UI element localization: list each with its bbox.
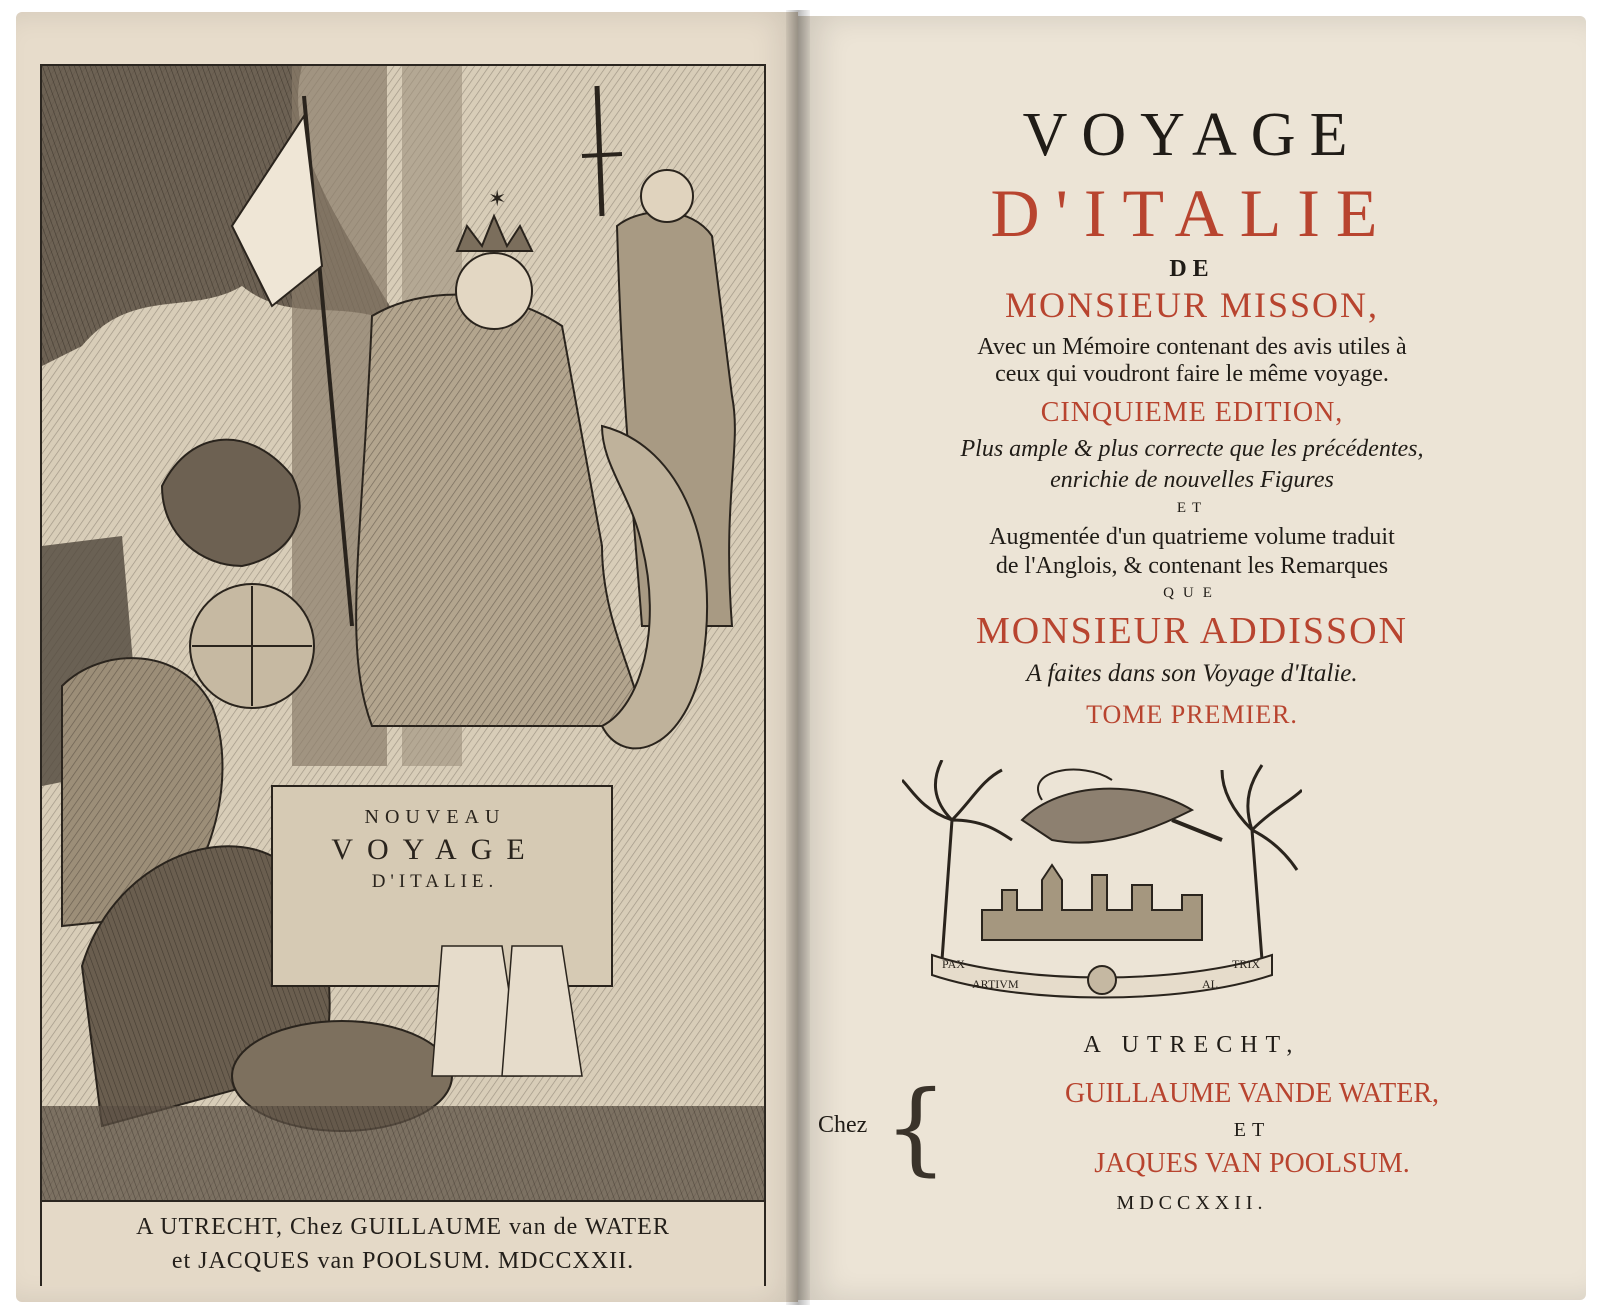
banner-line-2: VOYAGE: [331, 833, 539, 866]
city-skyline: [982, 865, 1202, 940]
banner-line-3: D'ITALIE.: [371, 871, 499, 892]
book-gutter: [786, 10, 810, 1305]
banner-line-1: NOUVEAU: [364, 806, 506, 828]
frontispiece-caption: [42, 1200, 764, 1286]
memoire-line-1: Avec un Mémoire contenant des avis utiles à: [977, 334, 1407, 360]
imprint-et: ET: [1233, 1119, 1271, 1141]
augmentee-line-1: Augmentée d'un quatrieme volume traduit: [989, 524, 1395, 550]
caption-line-2: et JACQUES van POOLSUM. MDCCXXII.: [171, 1248, 635, 1274]
ribbon-text-bottom-right: AL: [1202, 977, 1218, 991]
seated-figure-head: [456, 253, 532, 329]
addisson-name: MONSIEUR ADDISSON: [976, 610, 1408, 652]
imprint-year: MDCCXXII.: [1116, 1192, 1268, 1214]
faites-line: A faites dans son Voyage d'Italie.: [1026, 660, 1358, 687]
edition-note-line-1: Plus ample & plus correcte que les précédentes,: [960, 436, 1424, 462]
flying-fame-figure: [1022, 789, 1192, 843]
title-line-1: VOYAGE: [1022, 101, 1362, 169]
caption-line-1: A UTRECHT, Chez GUILLAUME van de WATER: [136, 1214, 670, 1240]
augmentee-line-2: de l'Anglois, & contenant les Remarques: [995, 553, 1389, 579]
imprint-city: A UTRECHT,: [1083, 1032, 1301, 1058]
engraving-illustration: [42, 66, 764, 1200]
printer-vignette: [902, 760, 1302, 1000]
title-de: DE: [1169, 256, 1215, 282]
ribbon-text-right: TRIX: [1232, 957, 1260, 971]
edition-note-line-2: enrichie de nouvelles Figures: [1050, 467, 1334, 493]
palm-tree-right-icon: [1222, 765, 1302, 960]
printer-name-2: JAQUES VAN POOLSUM.: [1094, 1148, 1410, 1179]
volume-statement: TOME PREMIER.: [1086, 700, 1298, 729]
monogram-icon: [1088, 966, 1116, 994]
frontispiece-banner: [290, 806, 580, 893]
curly-brace-icon: {: [884, 1069, 948, 1186]
engraved-plate: [40, 64, 766, 1286]
title-line-2: D'ITALIE: [990, 175, 1394, 251]
printer-name-1: GUILLAUME VANDE WATER,: [1064, 1078, 1440, 1109]
ribbon-text-bottom-left: ARTIVM: [972, 977, 1019, 991]
memoire-line-2: ceux qui voudront faire le même voyage.: [995, 361, 1389, 387]
edition-statement: CINQUIEME EDITION,: [1040, 397, 1344, 428]
conjunction-que: QUE: [1163, 585, 1221, 601]
trumpet-icon: [1172, 820, 1222, 840]
imprint-chez: Chez: [818, 1112, 868, 1138]
author-name: MONSIEUR MISSON,: [1004, 285, 1380, 325]
conjunction-et: ET: [1176, 500, 1208, 516]
left-page-frontispiece: [16, 12, 798, 1302]
ribbon-text-left: PAX: [942, 957, 965, 971]
star-icon: ✶: [488, 187, 507, 212]
right-page-title: [798, 16, 1586, 1300]
